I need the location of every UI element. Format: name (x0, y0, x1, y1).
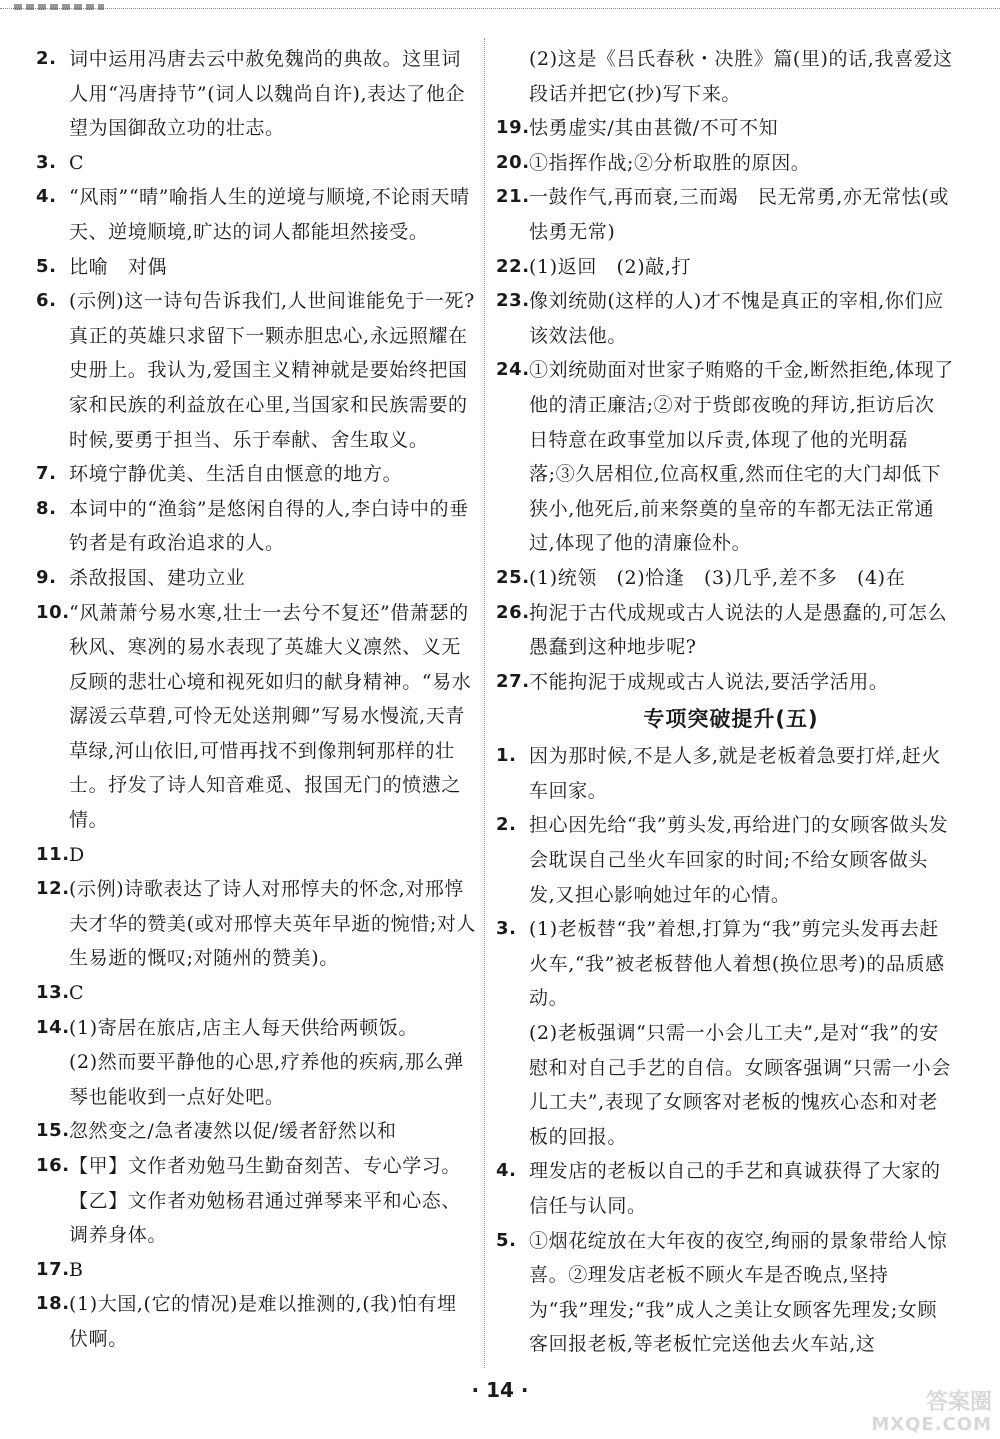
answer-item (496, 42, 954, 111)
answer-item (36, 976, 476, 1011)
answer-number: 25. (496, 566, 530, 588)
answer-text: “风萧萧兮易水寒,壮士一去兮不复还”借萧瑟的秋风、寒冽的易水表现了英雄大义凛然、义无反顾的悲壮心境和视死如归的献身精神。“易水潺湲云草碧,可怜无处送荆卿”写易水慢流,天青草绿,河山依旧,可惜再找不到像荆轲那样的壮士。抒发了诗人知音难觅、报国无门的愤懑之情。 (69, 601, 472, 832)
answer-item (496, 1154, 954, 1223)
answer-number: 10. (36, 601, 70, 623)
answer-item (36, 180, 476, 249)
answer-text: (1)大国,(它的情况)是难以推测的,(我)怕有埋伏啊。 (69, 1293, 457, 1350)
answer-item (36, 250, 476, 285)
answer-number: 2. (36, 48, 57, 69)
answer-text: (1)统领 (2)恰逢 (3)几乎,差不多 (4)在 (529, 566, 906, 589)
answer-item (36, 457, 476, 492)
answer-number: 23. (496, 290, 530, 312)
answer-text: (示例)诗歌表达了诗人对邢惇夫的怀念,对邢惇夫才华的赞美(或对邢惇夫英年早逝的惋惜;对人生易逝的慨叹;对随州的赞美)。 (69, 878, 477, 970)
answer-text: 环境宁静优美、生活自由惬意的地方。 (69, 463, 403, 486)
answer-subpart: (1)老板替“我”着想,打算为“我”剪完头发再去赶火车,“我”被老板替他人着想(换位思考)的品质感动。 (529, 918, 945, 1010)
answer-text: B (69, 1258, 84, 1281)
answer-text: 忽然变之/急者凄然以促/缓者舒然以和 (69, 1120, 397, 1143)
answer-item (36, 1253, 476, 1288)
answer-text: 词中运用冯唐去云中赦免魏尚的典故。这里词人用“冯唐持节”(词人以魏尚自许),表达了他企望为国御敌立功的壮志。 (69, 48, 466, 140)
answer-item (496, 665, 954, 700)
answer-item (36, 838, 476, 873)
answer-text: C (69, 982, 85, 1005)
answer-item (496, 912, 954, 1154)
answer-item (496, 146, 954, 181)
answer-text: ①烟花绽放在大年夜的夜空,绚丽的景象带给人惊喜。②理发店老板不顾火车是否晚点,坚持为“我”理发;“我”成人之美让女顾客先理发;女顾客回报老板,等老板忙完送他去火车站,这 (529, 1229, 948, 1356)
answer-number: 15. (36, 1120, 70, 1142)
answer-text: 拘泥于古代成规或古人说法的人是愚蠢的,可怎么愚蠢到这种地步呢? (529, 601, 948, 659)
answer-subpart: (2)老板强调“只需一小会儿工夫”,是对“我”的安慰和对自己手艺的自信。女顾客强调“只需一小会儿工夫”,表现了女顾客对老板的愧疚心态和对老板的回报。 (529, 1022, 951, 1148)
answer-text: D (69, 843, 85, 866)
answer-text: 理发店的老板以自己的手艺和真诚获得了大家的信任与认同。 (529, 1160, 941, 1217)
answer-number: 5. (496, 1229, 517, 1251)
answer-text: (2)这是《吕氏春秋・决胜》篇(里)的话,我喜爱这段话并把它(抄)写下来。 (529, 48, 953, 105)
answer-number: 22. (496, 255, 530, 277)
answer-number: 16. (36, 1155, 70, 1176)
section-title: 专项突破提升(五) (643, 707, 819, 732)
top-rule (0, 8, 1000, 9)
answer-text: (1)返回 (2)敲,打 (529, 255, 692, 278)
answer-item (36, 146, 476, 181)
answer-item (36, 1149, 476, 1253)
watermark-logo: 答案圈 MXQE.COM (871, 1390, 992, 1435)
answer-item (496, 808, 954, 912)
answer-text: ①刘统勋面对世家子贿赂的千金,断然拒绝,体现了他的清正廉洁;②对于赀郎夜晚的拜访,拒访后次日特意在政事堂加以斥责,体现了他的光明磊落;③久居相位,位高权重,然而住宅的大门却低下狭小,他死后,前来祭奠的皇帝的车都无法正常通过,体现了他的清廉俭朴。 (529, 359, 954, 555)
answer-text: 担心因先给“我”剪头发,再给进门的女顾客做头发会耽误自己坐火车回家的时间;不给女顾客做头发,又担心影响她过年的心情。 (529, 814, 949, 906)
answer-item (496, 250, 954, 285)
answer-text: 怯勇虚实/其由甚微/不可不知 (529, 117, 779, 140)
answer-text: 因为那时候,不是人多,就是老板着急要打烊,赶火车回家。 (529, 745, 941, 802)
answer-text: C (69, 151, 85, 174)
answer-item (496, 596, 954, 665)
answer-subpart: (2)然而要平静他的心思,疗养他的疾病,那么弹琴也能收到一点好处吧。 (69, 1051, 464, 1108)
answer-number: 1. (496, 745, 517, 767)
answer-item (36, 492, 476, 561)
answer-item (36, 1114, 476, 1149)
answer-text: 一鼓作气,再而衰,三而竭 民无常勇,亦无常怯(或怯勇无常) (529, 186, 949, 243)
answer-number: 27. (496, 670, 530, 692)
answer-number: 11. (36, 843, 70, 865)
column-divider (484, 38, 485, 1368)
answer-number: 21. (496, 186, 530, 208)
answer-text: 比喻 对偶 (69, 255, 168, 278)
answer-number: 20. (496, 151, 530, 173)
answer-subpart: (1)寄居在旅店,店主人每天供给两顿饭。 (69, 1016, 418, 1039)
answer-number: 18. (36, 1293, 70, 1315)
answer-item (496, 111, 954, 146)
answer-text: 本词中的“渔翁”是悠闲自得的人,李白诗中的垂钓者是有政治追求的人。 (69, 497, 469, 555)
answer-text: 杀敌报国、建功立业 (69, 566, 246, 589)
answer-number: 4. (496, 1160, 517, 1182)
answer-number: 8. (36, 497, 57, 519)
answer-number: 2. (496, 814, 517, 836)
answer-number: 6. (36, 290, 57, 312)
answer-number: 4. (36, 186, 57, 208)
answer-number: 17. (36, 1258, 70, 1280)
page-number: · 14 · (471, 1378, 529, 1402)
answer-item (496, 180, 954, 249)
answer-text: (示例)这一诗句告诉我们,人世间谁能免于一死?真正的英雄只求留下一颗赤胆忠心,永远照耀在史册上。我认为,爱国主义精神就是要始终把国家和民族的利益放在心里,当国家和民族需要的时候,要勇于担当、乐于奉献、舍生取义。 (69, 290, 475, 451)
answer-number: 13. (36, 982, 70, 1004)
answer-number: 5. (36, 255, 57, 277)
answer-subpart: 【乙】文作者劝勉杨君通过弹琴来平和心态、调养身体。 (69, 1189, 462, 1247)
answer-number: 3. (36, 151, 57, 173)
answer-text: 像刘统勋(这样的人)才不愧是真正的宰相,你们应该效法他。 (529, 290, 944, 347)
answer-number: 24. (496, 359, 530, 381)
answer-item (496, 284, 954, 353)
right-column (496, 42, 954, 1362)
answer-item (496, 739, 954, 808)
answer-item (36, 1011, 476, 1115)
left-column (36, 42, 476, 1357)
answer-number: 26. (496, 601, 530, 623)
answer-text: 不能拘泥于成规或古人说法,要活学活用。 (529, 670, 889, 693)
answer-text: “风雨”“晴”喻指人生的逆境与顺境,不论雨天晴天、逆境顺境,旷达的词人都能坦然接受。 (69, 186, 470, 243)
answer-number: 12. (36, 878, 70, 900)
answer-item (36, 596, 476, 838)
answer-number: 19. (496, 117, 530, 139)
answer-item (36, 561, 476, 596)
answer-number: 14. (36, 1016, 70, 1038)
answer-item (496, 1224, 954, 1362)
answer-text: ①指挥作战;②分析取胜的原因。 (529, 151, 811, 174)
answer-item (36, 42, 476, 146)
answer-item (496, 353, 954, 561)
answer-number: 7. (36, 463, 57, 485)
answer-number: 9. (36, 566, 57, 588)
answer-item (36, 872, 476, 976)
right-top-answers (496, 42, 954, 699)
answer-item (36, 1287, 476, 1356)
answer-item (36, 284, 476, 457)
answer-subpart: 【甲】文作者劝勉马生勤奋刻苦、专心学习。 (69, 1155, 462, 1177)
header-decoration (14, 4, 104, 10)
right-bottom-answers (496, 739, 954, 1362)
answer-item (496, 561, 954, 596)
answer-number: 3. (496, 918, 517, 940)
